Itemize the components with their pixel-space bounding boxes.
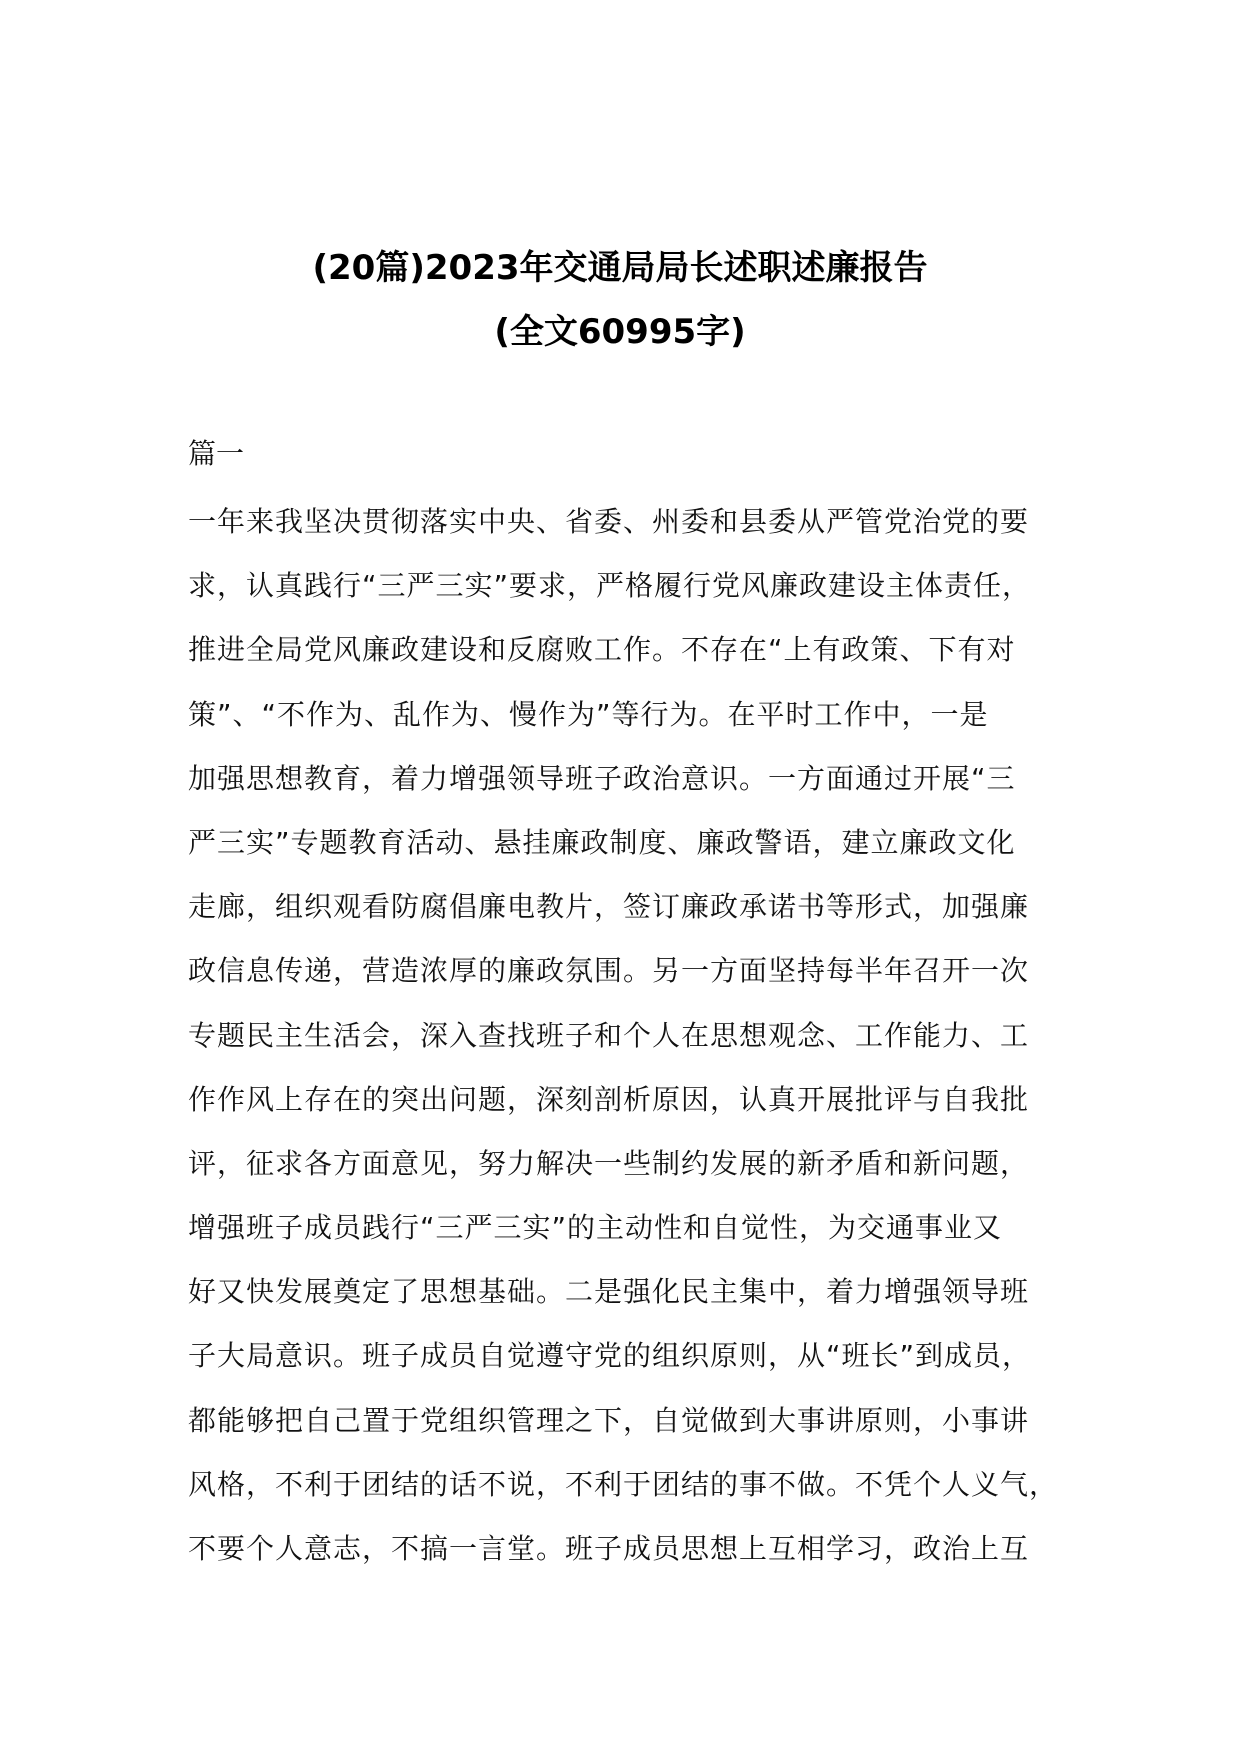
document-title <box>0 236 1240 364</box>
body-line: 增强班子成员践行“三严三实”的主动性和自觉性，为交通事业又 <box>188 1211 1003 1245</box>
body-line: 风格，不利于团结的话不说，不利于团结的事不做。不凭个人义气， <box>188 1467 1059 1501</box>
body-line: 都能够把自己置于党组织管理之下，自觉做到大事讲原则，小事讲 <box>188 1403 1030 1437</box>
section-heading: 篇一 <box>188 437 245 470</box>
body-line: 评，征求各方面意见，努力解决一些制约发展的新矛盾和新问题， <box>188 1146 1030 1180</box>
title-line-main: (20篇)2023年交通局局长述职述廉报告 <box>312 248 928 288</box>
body-line: 子大局意识。班子成员自觉遵守党的组织原则，从“班长”到成员， <box>188 1339 1032 1373</box>
body-line: 不要个人意志，不搞一言堂。班子成员思想上互相学习，政治上互 <box>188 1532 1030 1565</box>
title-line-subtitle: (全文60995字) <box>494 312 746 352</box>
body-line: 作作风上存在的突出问题，深刻剖析原因，认真开展批评与自我批 <box>188 1082 1030 1116</box>
body-line: 策”、“不作为、乱作为、慢作为”等行为。在平时工作中，一是 <box>188 697 989 731</box>
body-line: 求，认真践行“三严三实”要求，严格履行党风廉政建设主体责任， <box>188 569 1032 603</box>
body-line: 推进全局党风廉政建设和反腐败工作。不存在“上有政策、下有对 <box>188 633 1016 667</box>
body-line: 加强思想教育，着力增强领导班子政治意识。一方面通过开展“三 <box>188 761 1016 795</box>
body-paragraph <box>188 490 1088 1581</box>
body-line: 走廊，组织观看防腐倡廉电教片，签订廉政承诺书等形式，加强廉 <box>188 890 1030 924</box>
body-line: 严三实”专题教育活动、悬挂廉政制度、廉政警语，建立廉政文化 <box>188 825 1016 859</box>
body-line: 专题民主生活会，深入查找班子和个人在思想观念、工作能力、工 <box>188 1018 1030 1052</box>
body-line: 一年来我坚决贯彻落实中央、省委、州委和县委从严管党治党的要 <box>188 505 1030 538</box>
body-line: 好又快发展奠定了思想基础。二是强化民主集中，着力增强领导班 <box>188 1275 1030 1309</box>
body-line: 政信息传递，营造浓厚的廉政氛围。另一方面坚持每半年召开一次 <box>188 954 1030 988</box>
